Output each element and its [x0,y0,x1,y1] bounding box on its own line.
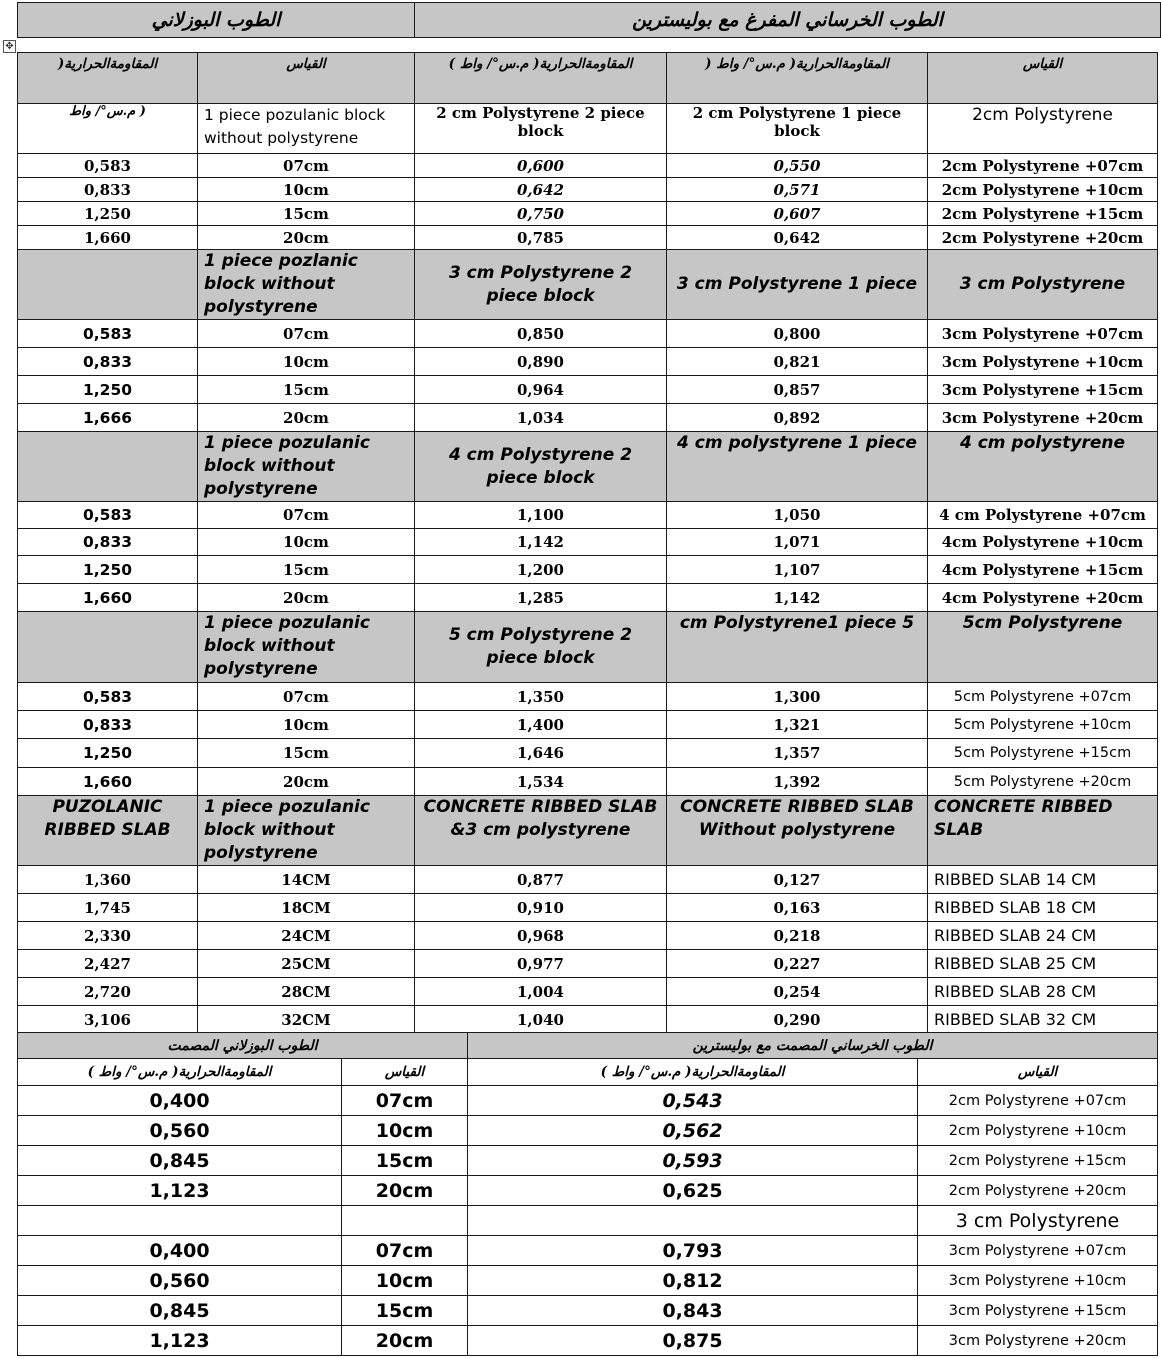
pozz-resistance: 0,833 [18,178,198,202]
group5-two-piece-label: 5 cm Polystyrene 2 piece block [415,612,667,683]
size-label: 5cm Polystyrene +15cm [928,739,1158,768]
pozz-resistance: 1,660 [18,768,198,796]
table-row [18,178,1158,202]
two-piece-value: 1,100 [415,502,667,529]
blank-cell [342,1206,468,1236]
two-piece-value: 0,964 [415,376,667,404]
solid-title-concrete: الطوب الخرساني المصمت مع بوليسترين [468,1033,1158,1059]
size-label: RIBBED SLAB 14 CM [928,866,1158,894]
table-row [18,404,1158,432]
solid-header-size: القياس [918,1059,1158,1086]
pozz-size: 15cm [198,202,415,226]
header-pozz-resistance: المقاومةالحرارية( [18,53,198,104]
group4-pozz-label: 1 piece pozulanic block without polystyrene [198,432,415,502]
size-label: 3cm Polystyrene +07cm [928,320,1158,348]
one-piece-value: 0,800 [667,320,928,348]
two-piece-value: 1,646 [415,739,667,768]
group2-size-label: 2cm Polystyrene [928,104,1158,154]
one-piece-value: 0,821 [667,348,928,376]
one-piece-value: 0,571 [667,178,928,202]
pozz-size: 25CM [198,950,415,978]
pozz-resistance: 1,250 [18,376,198,404]
pozz-size: 07cm [198,502,415,529]
pozz-resistance: 1,123 [18,1326,342,1356]
one-piece-value: 1,107 [667,556,928,584]
pozz-resistance: 0,560 [18,1116,342,1146]
size-label: 3cm Polystyrene +15cm [918,1296,1158,1326]
pozz-size: 20cm [198,584,415,612]
size-label: 3cm Polystyrene +20cm [918,1326,1158,1356]
table-row [18,1116,1158,1146]
group4-size-label: 4 cm polystyrene [928,432,1158,502]
ribbed-size-label: CONCRETE RIBBED SLAB [928,796,1158,866]
pozz-size: 07cm [342,1086,468,1116]
table-row [18,1006,1158,1034]
pozz-resistance: 2,427 [18,950,198,978]
table-row [18,711,1158,739]
table-row [18,950,1158,978]
table-row [18,978,1158,1006]
size-label: RIBBED SLAB 25 CM [928,950,1158,978]
pozz-resistance: 1,660 [18,226,198,250]
table-row [18,768,1158,796]
table-row [18,376,1158,404]
blank-cell [468,1206,918,1236]
two-piece-value: 1,200 [415,556,667,584]
group4-blank [18,432,198,502]
table-row [18,739,1158,768]
one-piece-value: 1,392 [667,768,928,796]
pozz-size: 10cm [198,178,415,202]
pozz-resistance: 1,250 [18,556,198,584]
ribbed-two-piece-label: CONCRETE RIBBED SLAB &3 cm polystyrene [415,796,667,866]
pozz-resistance: 3,106 [18,1006,198,1034]
one-piece-value: 1,357 [667,739,928,768]
main-table [17,52,1158,1034]
pozz-resistance: 0,583 [18,502,198,529]
title-table [17,2,1161,38]
table-row [18,502,1158,529]
pozz-size: 07cm [198,154,415,178]
one-piece-value: 0,218 [667,922,928,950]
group5-blank [18,612,198,683]
two-piece-value: 1,004 [415,978,667,1006]
group2-one-piece-label: 2 cm Polystyrene 1 piece block [667,104,928,154]
pozz-size: 20cm [342,1326,468,1356]
pozz-size: 20cm [198,404,415,432]
pozz-size: 10cm [198,348,415,376]
pozz-size: 15cm [342,1296,468,1326]
pozz-resistance: 0,583 [18,683,198,711]
one-piece-value: 0,892 [667,404,928,432]
table-row [18,584,1158,612]
pozz-size: 15cm [198,376,415,404]
pozz-size: 10cm [342,1116,468,1146]
header-size: القياس [928,53,1158,104]
size-label: 5cm Polystyrene +10cm [928,711,1158,739]
size-label: RIBBED SLAB 24 CM [928,922,1158,950]
two-piece-value: 0,968 [415,922,667,950]
conc-resistance: 0,593 [468,1146,918,1176]
solid-section-label: 3 cm Polystyrene [918,1206,1158,1236]
header-two-piece-resistance: المقاومةالحرارية( م.س°/ واط ) [415,53,667,104]
two-piece-value: 0,877 [415,866,667,894]
size-label: 2cm Polystyrene +07cm [928,154,1158,178]
size-label: 2cm Polystyrene +15cm [918,1146,1158,1176]
one-piece-value: 1,050 [667,502,928,529]
two-piece-value: 0,785 [415,226,667,250]
pozz-size: 32CM [198,1006,415,1034]
table-row [18,154,1158,178]
pozz-resistance: 0,400 [18,1086,342,1116]
one-piece-value: 0,227 [667,950,928,978]
size-label: RIBBED SLAB 28 CM [928,978,1158,1006]
pozz-size: 14CM [198,866,415,894]
title-hollow-concrete: الطوب الخرساني المفرغ مع بوليسترين [415,3,1161,38]
pozz-resistance: 0,833 [18,529,198,556]
size-label: 5cm Polystyrene +20cm [928,768,1158,796]
table-row [18,348,1158,376]
size-label: 2cm Polystyrene +10cm [928,178,1158,202]
pozz-resistance: 0,583 [18,320,198,348]
move-handle-icon[interactable]: ✥ [3,40,16,53]
size-label: 2cm Polystyrene +20cm [918,1176,1158,1206]
one-piece-value: 0,254 [667,978,928,1006]
one-piece-value: 0,607 [667,202,928,226]
solid-header-conc-resistance: المقاومةالحرارية( م.س°/ واط ) [468,1059,918,1086]
header-pozz-size: القياس [198,53,415,104]
pozz-resistance: 0,583 [18,154,198,178]
solid-table [17,1032,1158,1356]
pozz-resistance: 1,250 [18,202,198,226]
size-label: 3cm Polystyrene +10cm [918,1266,1158,1296]
pozz-size: 18CM [198,894,415,922]
table-row [18,683,1158,711]
two-piece-value: 1,040 [415,1006,667,1034]
size-label: 3cm Polystyrene +07cm [918,1236,1158,1266]
one-piece-value: 0,290 [667,1006,928,1034]
pozz-size: 07cm [198,683,415,711]
pozz-size: 20cm [198,226,415,250]
table-row [18,1326,1158,1356]
one-piece-value: 0,642 [667,226,928,250]
group4-two-piece-label: 4 cm Polystyrene 2 piece block [415,432,667,502]
pozz-size: 28CM [198,978,415,1006]
conc-resistance: 0,543 [468,1086,918,1116]
table-row [18,1176,1158,1206]
pozz-size: 20cm [198,768,415,796]
two-piece-value: 1,400 [415,711,667,739]
one-piece-value: 0,857 [667,376,928,404]
pozz-resistance: 0,845 [18,1146,342,1176]
ribbed-one-piece-label: CONCRETE RIBBED SLAB Without polystyrene [667,796,928,866]
pozz-resistance: 1,745 [18,894,198,922]
conc-resistance: 0,812 [468,1266,918,1296]
group2-pozz-label: 1 piece pozulanic block without polystyrene [198,104,415,154]
group3-size-label: 3 cm Polystyrene [928,250,1158,320]
solid-title-pozzolanic: الطوب البوزلاني المصمت [18,1033,468,1059]
two-piece-value: 0,850 [415,320,667,348]
size-label: RIBBED SLAB 18 CM [928,894,1158,922]
group4-one-piece-label: 4 cm polystyrene 1 piece [667,432,928,502]
table-row [18,866,1158,894]
pozz-size: 24CM [198,922,415,950]
size-label: 4 cm Polystyrene +07cm [928,502,1158,529]
size-label: 5cm Polystyrene +07cm [928,683,1158,711]
two-piece-value: 1,534 [415,768,667,796]
table-row [18,922,1158,950]
pozz-size: 07cm [342,1236,468,1266]
pozz-size: 07cm [198,320,415,348]
table-row [18,556,1158,584]
pozz-resistance: 1,123 [18,1176,342,1206]
table-row [18,320,1158,348]
pozz-size: 10cm [198,529,415,556]
table-row [18,1146,1158,1176]
table-row [18,1236,1158,1266]
conc-resistance: 0,843 [468,1296,918,1326]
size-label: RIBBED SLAB 32 CM [928,1006,1158,1034]
pozz-resistance: 0,845 [18,1296,342,1326]
pozz-resistance: 0,833 [18,711,198,739]
size-label: 3cm Polystyrene +15cm [928,376,1158,404]
pozz-resistance: 1,360 [18,866,198,894]
group5-pozz-label: 1 piece pozulanic block without polystyrene [198,612,415,683]
group2-two-piece-label: 2 cm Polystyrene 2 piece block [415,104,667,154]
title-pozzolanic: الطوب البوزلاني [18,3,415,38]
two-piece-value: 1,350 [415,683,667,711]
table-row [18,1266,1158,1296]
size-label: 3cm Polystyrene +10cm [928,348,1158,376]
group3-blank [18,250,198,320]
pozz-size: 15cm [198,739,415,768]
pozz-resistance: 2,330 [18,922,198,950]
two-piece-value: 0,642 [415,178,667,202]
pozz-size: 20cm [342,1176,468,1206]
one-piece-value: 0,163 [667,894,928,922]
pozz-size: 10cm [198,711,415,739]
one-piece-value: 0,127 [667,866,928,894]
table-row [18,226,1158,250]
size-label: 4cm Polystyrene +15cm [928,556,1158,584]
pozz-resistance: 1,250 [18,739,198,768]
pozz-resistance: 1,666 [18,404,198,432]
solid-header-pozz-size: القياس [342,1059,468,1086]
size-label: 3cm Polystyrene +20cm [928,404,1158,432]
table-row [18,1086,1158,1116]
conc-resistance: 0,625 [468,1176,918,1206]
pozz-resistance: 0,400 [18,1236,342,1266]
one-piece-value: 1,071 [667,529,928,556]
table-row [18,1296,1158,1326]
size-label: 2cm Polystyrene +15cm [928,202,1158,226]
section-row [18,1206,1158,1236]
size-label: 2cm Polystyrene +07cm [918,1086,1158,1116]
two-piece-value: 1,034 [415,404,667,432]
table-row [18,529,1158,556]
conc-resistance: 0,875 [468,1326,918,1356]
group5-size-label: 5cm Polystyrene [928,612,1158,683]
size-label: 4cm Polystyrene +10cm [928,529,1158,556]
two-piece-value: 1,285 [415,584,667,612]
one-piece-value: 0,550 [667,154,928,178]
table-row [18,202,1158,226]
pozz-resistance: 0,833 [18,348,198,376]
size-label: 2cm Polystyrene +20cm [928,226,1158,250]
group3-pozz-label: 1 piece pozlanic block without polystyrene [198,250,415,320]
table-row [18,894,1158,922]
two-piece-value: 0,890 [415,348,667,376]
group3-one-piece-label: 3 cm Polystyrene 1 piece [667,250,928,320]
solid-header-pozz-resistance: المقاومةالحرارية( م.س°/ واط ) [18,1059,342,1086]
two-piece-value: 0,750 [415,202,667,226]
conc-resistance: 0,562 [468,1116,918,1146]
two-piece-value: 0,600 [415,154,667,178]
unit-label: ( م.س°/ واط [18,104,198,154]
blank-cell [18,1206,342,1236]
pozz-resistance: 1,660 [18,584,198,612]
group5-one-piece-label: cm Polystyrene1 piece 5 [667,612,928,683]
two-piece-value: 1,142 [415,529,667,556]
pozz-size: 10cm [342,1266,468,1296]
header-one-piece-resistance: المقاومةالحرارية( م.س°/ واط ( [667,53,928,104]
conc-resistance: 0,793 [468,1236,918,1266]
one-piece-value: 1,300 [667,683,928,711]
size-label: 2cm Polystyrene +10cm [918,1116,1158,1146]
one-piece-value: 1,142 [667,584,928,612]
pozz-size: 15cm [198,556,415,584]
one-piece-value: 1,321 [667,711,928,739]
size-label: 4cm Polystyrene +20cm [928,584,1158,612]
ribbed-pozz-label: PUZOLANIC RIBBED SLAB [18,796,198,866]
two-piece-value: 0,910 [415,894,667,922]
ribbed-pozz-size-label: 1 piece pozulanic block without polystyrene [198,796,415,866]
pozz-resistance: 0,560 [18,1266,342,1296]
two-piece-value: 0,977 [415,950,667,978]
group3-two-piece-label: 3 cm Polystyrene 2 piece block [415,250,667,320]
pozz-resistance: 2,720 [18,978,198,1006]
pozz-size: 15cm [342,1146,468,1176]
